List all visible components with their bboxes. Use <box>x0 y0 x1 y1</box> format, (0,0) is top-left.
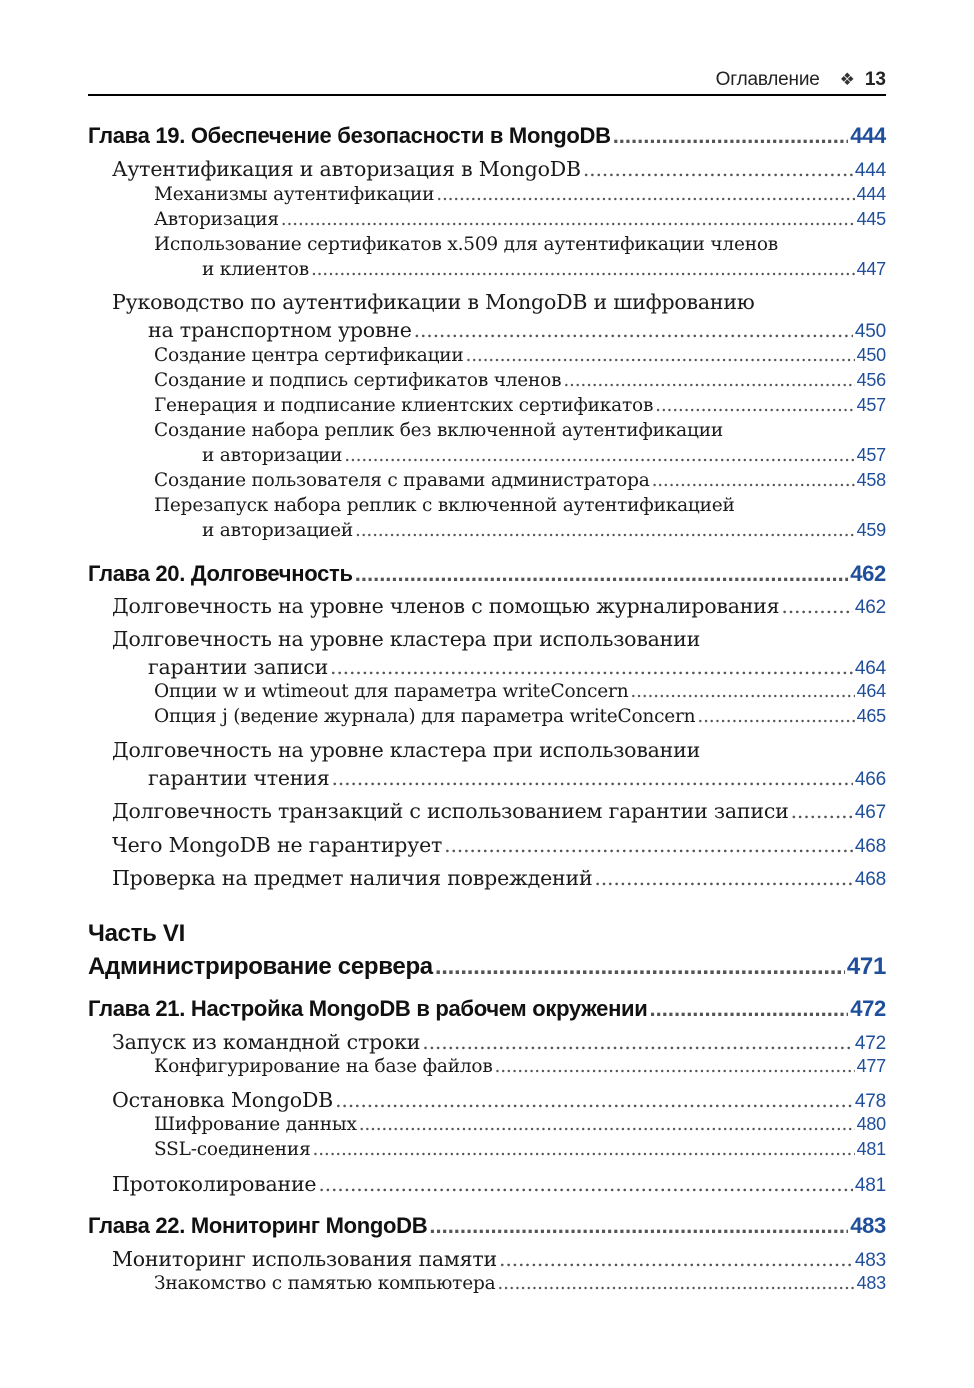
toc-section[interactable] <box>112 1247 886 1272</box>
toc-section[interactable] <box>112 1030 886 1055</box>
toc-entry-title: гарантии записи <box>148 655 329 679</box>
leader-dots <box>495 1056 855 1077</box>
page-number: 13 <box>864 69 886 90</box>
toc-subsection[interactable] <box>154 395 886 416</box>
toc-entry-title: Авторизация <box>154 209 279 230</box>
toc-subsection[interactable] <box>154 681 886 702</box>
toc-section[interactable] <box>112 833 886 858</box>
toc-section[interactable] <box>112 157 886 182</box>
toc-entry-title: Глава 22. Мониторинг MongoDB <box>88 1213 428 1238</box>
leader-dots <box>791 799 853 823</box>
toc-subsection[interactable] <box>154 370 886 391</box>
toc-entry-title: Долговечность транзакций с использованием гарантии записи <box>112 799 789 823</box>
toc-subsection[interactable] <box>154 1273 886 1294</box>
toc-section[interactable] <box>148 766 886 791</box>
toc-page-number: 472 <box>854 1033 886 1054</box>
toc-entry-title: и клиентов <box>202 259 309 280</box>
toc-page-number: 457 <box>856 445 886 465</box>
toc-subsection[interactable] <box>154 184 886 205</box>
toc-section[interactable] <box>148 318 886 343</box>
leader-dots <box>311 259 855 280</box>
toc-page-number: 481 <box>856 1139 886 1159</box>
toc-chapter-22[interactable] <box>88 1213 886 1239</box>
toc-entry-title: на транспортном уровне <box>148 318 412 342</box>
toc-entry-title: и авторизации <box>202 445 343 466</box>
leader-dots <box>318 1172 853 1196</box>
toc-subsection[interactable] <box>154 1114 886 1135</box>
toc-entry-title-line1[interactable]: Долговечность на уровне кластера при использовании <box>112 627 701 651</box>
leader-dots <box>429 1213 848 1239</box>
toc-page-number: 478 <box>854 1091 886 1112</box>
toc-subsection[interactable] <box>154 345 886 366</box>
leader-dots <box>650 996 849 1022</box>
leader-dots <box>355 520 855 541</box>
toc-section[interactable] <box>148 655 886 680</box>
toc-page-number: 458 <box>856 470 886 490</box>
toc-entry-title: и авторизацией <box>202 520 354 541</box>
leader-dots <box>781 594 853 618</box>
leader-dots <box>436 184 854 205</box>
toc-subsection[interactable] <box>154 706 886 727</box>
leader-dots <box>414 318 853 342</box>
toc-entry-title: Создание центра сертификации <box>154 345 464 366</box>
leader-dots <box>422 1030 853 1054</box>
toc-section[interactable] <box>112 1172 886 1197</box>
leader-dots <box>499 1247 853 1271</box>
toc-page-number: 450 <box>854 321 886 342</box>
toc-page-number: 472 <box>850 996 886 1021</box>
toc-chapter-19[interactable] <box>88 123 886 149</box>
leader-dots <box>466 345 855 366</box>
toc-entry-title: Аутентификация и авторизация в MongoDB <box>112 157 581 181</box>
toc-entry-title: Механизмы аутентификации <box>154 184 435 205</box>
toc-page-number: 445 <box>856 209 886 229</box>
toc-page-number: 462 <box>850 561 886 586</box>
toc-entry-title-line1[interactable]: Создание набора реплик без включенной аутентификации <box>154 420 723 441</box>
toc-page-number: 483 <box>854 1250 886 1271</box>
toc-page-number: 457 <box>856 395 886 415</box>
toc-entry-title: Глава 19. Обеспечение безопасности в MongoDB <box>88 123 611 148</box>
toc-page-number: 468 <box>854 869 886 890</box>
leader-dots <box>281 209 855 230</box>
leader-dots <box>583 157 853 181</box>
leader-dots <box>655 395 854 416</box>
toc-page-number: 483 <box>856 1273 886 1293</box>
toc-entry-title: Опция j (ведение журнала) для параметра writeConcern <box>154 706 696 727</box>
toc-subsection[interactable] <box>202 259 886 280</box>
toc-subsection[interactable] <box>154 209 886 230</box>
toc-entry-title: Глава 21. Настройка MongoDB в рабочем окружении <box>88 996 648 1021</box>
toc-entry-title: Глава 20. Долговечность <box>88 561 353 586</box>
leader-dots <box>497 1273 854 1294</box>
toc-page-number: 467 <box>854 802 886 823</box>
toc-entry-title: Конфигурирование на базе файлов <box>154 1056 493 1077</box>
toc-entry-title: Генерация и подписание клиентских сертификатов <box>154 395 654 416</box>
toc-subsection[interactable] <box>202 520 886 541</box>
toc-page-number: 444 <box>854 160 886 181</box>
leader-dots <box>594 866 852 890</box>
toc-page-number: 444 <box>856 184 886 204</box>
toc-subsection[interactable] <box>154 1056 886 1077</box>
toc-page-number: 471 <box>846 953 886 980</box>
toc-entry-title-line1[interactable]: Долговечность на уровне кластера при использовании <box>112 738 701 762</box>
toc-entry-title: Проверка на предмет наличия повреждений <box>112 866 593 890</box>
toc-page-number: 483 <box>850 1213 886 1238</box>
toc-entry-title: Шифрование данных <box>154 1114 357 1135</box>
toc-section[interactable] <box>112 594 886 619</box>
toc-page-number: 465 <box>856 706 886 726</box>
toc-chapter-20[interactable] <box>88 561 886 587</box>
toc-page-number: 481 <box>854 1175 886 1196</box>
leader-dots <box>697 706 854 727</box>
toc-page-number: 450 <box>856 345 886 365</box>
leader-dots <box>355 561 848 587</box>
leader-dots <box>435 953 845 981</box>
toc-page-number: 466 <box>854 769 886 790</box>
toc-entry-title: Чего MongoDB не гарантирует <box>112 833 443 857</box>
toc-entry-title: Мониторинг использования памяти <box>112 1247 498 1271</box>
toc-entry-title: Администрирование сервера <box>88 953 433 980</box>
toc-page-number: 480 <box>856 1114 886 1134</box>
toc-page-number: 468 <box>854 836 886 857</box>
leader-dots <box>630 681 854 702</box>
toc-section[interactable] <box>112 1088 886 1113</box>
toc-section[interactable] <box>112 799 886 824</box>
leader-dots <box>613 123 849 149</box>
leader-dots <box>652 470 855 491</box>
toc-entry-title: Протоколирование <box>112 1172 317 1196</box>
toc-entry-title: Создание и подпись сертификатов членов <box>154 370 562 391</box>
leader-dots <box>344 445 854 466</box>
toc-subsection[interactable] <box>202 445 886 466</box>
toc-page-number: 464 <box>854 658 886 679</box>
toc-entry-title-line1[interactable]: Использование сертификатов x.509 для аутентификации членов <box>154 234 778 255</box>
toc-subsection[interactable] <box>154 1139 886 1160</box>
leader-dots <box>444 833 853 857</box>
toc-entry-title: Опции w и wtimeout для параметра writeConcern <box>154 681 629 702</box>
toc-entry-title: Запуск из командной строки <box>112 1030 421 1054</box>
toc-part-6[interactable] <box>88 953 886 981</box>
leader-dots <box>313 1139 855 1160</box>
leader-dots <box>359 1114 855 1135</box>
toc-page-number: 464 <box>856 681 886 701</box>
toc-entry-title-line1[interactable]: Перезапуск набора реплик с включенной аутентификацией <box>154 495 735 516</box>
toc-page-number: 477 <box>856 1056 886 1076</box>
toc-chapter-21[interactable] <box>88 996 886 1022</box>
toc-entry-title: Остановка MongoDB <box>112 1088 334 1112</box>
leader-dots <box>335 1088 853 1112</box>
toc-entry-title: SSL-соединения <box>154 1139 311 1160</box>
diamond-ornament-icon: ❖ <box>839 70 855 89</box>
toc-entry-title: Создание пользователя с правами администратора <box>154 470 650 491</box>
toc-subsection[interactable] <box>154 470 886 491</box>
toc-page-number: 456 <box>856 370 886 390</box>
toc-entry-title-line1[interactable]: Руководство по аутентификации в MongoDB и шифрованию <box>112 290 755 314</box>
toc-part-label[interactable]: Часть VI <box>88 920 186 947</box>
toc-entry-title: гарантии чтения <box>148 766 330 790</box>
toc-entry-title: Знакомство с памятью компьютера <box>154 1273 496 1294</box>
running-header <box>88 64 886 96</box>
toc-page-number: 444 <box>850 123 886 148</box>
toc-page-number: 447 <box>856 259 886 279</box>
leader-dots <box>330 655 853 679</box>
leader-dots <box>563 370 854 391</box>
toc-section[interactable] <box>112 866 886 891</box>
toc-page-number: 459 <box>856 520 886 540</box>
leader-dots <box>331 766 852 790</box>
header-title: Оглавление <box>715 69 820 90</box>
toc-page-number: 462 <box>854 597 886 618</box>
toc-entry-title: Долговечность на уровне членов с помощью журналирования <box>112 594 780 618</box>
